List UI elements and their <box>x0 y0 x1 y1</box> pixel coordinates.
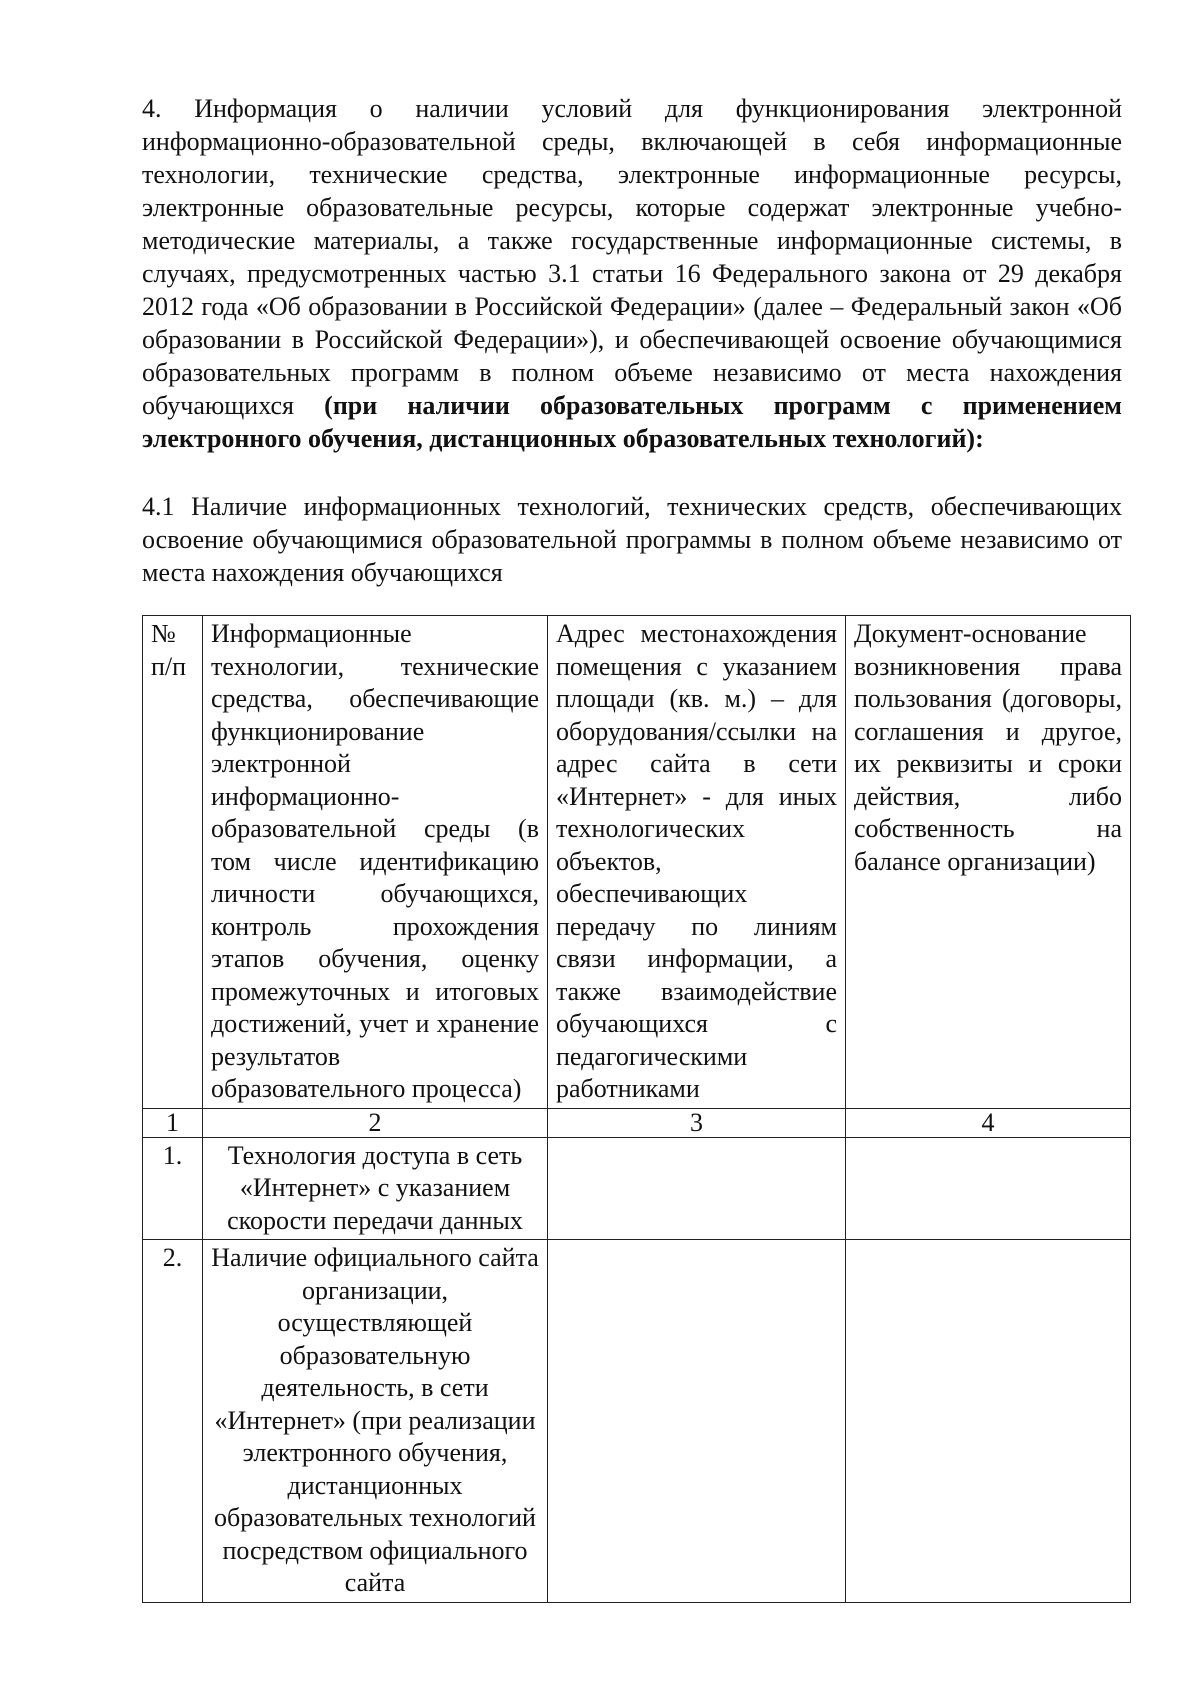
table-row <box>143 1137 1131 1240</box>
column-number: 2 <box>203 1108 548 1137</box>
row-document <box>846 1240 1131 1603</box>
subsection-4-1: 4.1 Наличие информационных технологий, технических средств, обеспечивающих освоение обучающимися образовательной программы в полном объеме независимо от места нахождения обучающихся <box>142 492 1122 587</box>
intro-text: 4. Информация о наличии условий для функционирования электронной информационно-образовательной среды, включающей в себя информационные технологии, технические средства, электронные информационные ресурсы, электронные образовательные ресурсы, которые содержат электронные учебно-методические материалы, а также государственные информационные системы, в случаях, предусмотренных частью 3.1 статьи 16 Федерального закона от 29 декабря 2012 года «Об образовании в Российской Федерации» (далее – Федеральный закон «Об образовании в Российской Федерации»), и обеспечивающей освоение обучающимися образовательных программ в полном объеме независимо от места нахождения обучающихся <box>142 94 1122 420</box>
row-address <box>548 1137 846 1240</box>
header-document: Документ-основание возникновения права пользования (договоры, соглашения и другое, их реквизиты и сроки действия, либо собственность на балансе организации) <box>846 616 1131 1109</box>
row-number: 1. <box>143 1137 203 1240</box>
resources-table <box>142 615 1131 1603</box>
intro-bold-text: (при наличии образовательных программ с применением электронного обучения, дистанционных образовательных технологий): <box>142 391 1123 453</box>
table-header-row <box>143 616 1131 1109</box>
row-number: 2. <box>143 1240 203 1603</box>
row-technology: Технология доступа в сеть «Интернет» с указанием скорости передачи данных <box>203 1137 548 1240</box>
section-4-intro <box>142 92 1122 455</box>
column-numbers-row <box>143 1108 1131 1137</box>
table-row <box>143 1240 1131 1603</box>
row-address <box>548 1240 846 1603</box>
header-address: Адрес местонахождения помещения с указанием площади (кв. м.) – для оборудования/ссылки на адрес сайта в сети «Интернет» - для иных технологических объектов, обеспечивающих передачу по линиям связи информации, а также взаимодействие обучающихся с педагогическими работниками <box>548 616 846 1109</box>
row-technology: Наличие официального сайта организации, осуществляющей образовательную деятельность, в сети «Интернет» (при реализации электронного обучения, дистанционных образовательных технологий посредством официального сайта <box>203 1240 548 1603</box>
header-technologies: Информационные технологии, технические средства, обеспечивающие функционирование электронной информационно-образовательной среды (в том числе идентификацию личности обучающихся, контроль прохождения этапов обучения, оценку промежуточных и итоговых достижений, учет и хранение результатов образовательного процесса) <box>203 616 548 1109</box>
column-number: 3 <box>548 1108 846 1137</box>
column-number: 1 <box>143 1108 203 1137</box>
header-number: № п/п <box>143 616 203 1109</box>
column-number: 4 <box>846 1108 1131 1137</box>
row-document <box>846 1137 1131 1240</box>
